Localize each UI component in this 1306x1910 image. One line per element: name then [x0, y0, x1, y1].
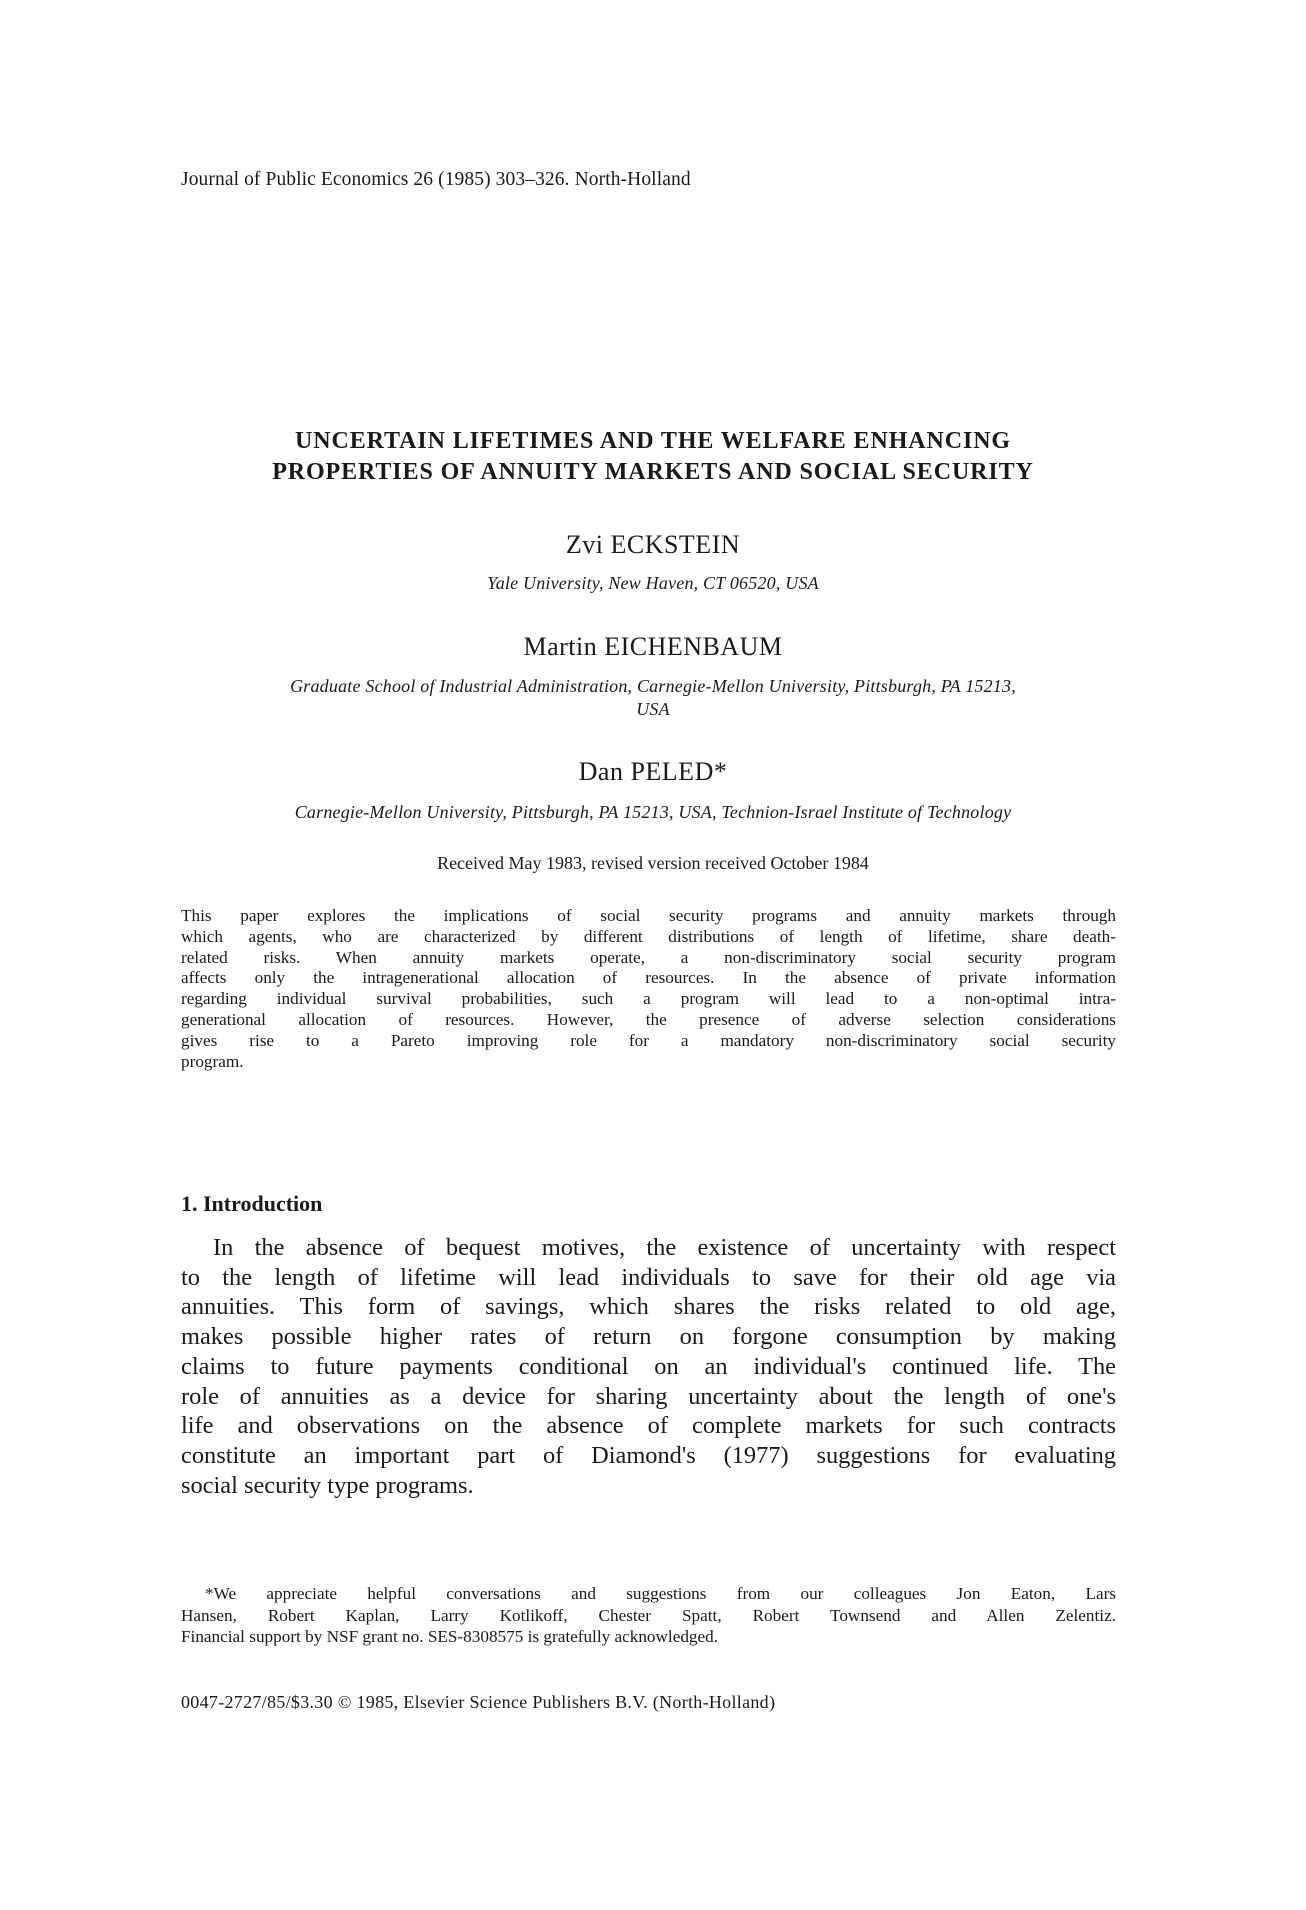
author-affiliation-2-line-1: Graduate School of Industrial Administration, Carnegie-Mellon University, Pittsburgh, PA 15213, — [290, 676, 1016, 696]
author-name-3: Dan PELED* — [578, 757, 728, 786]
paper-title-line-1: UNCERTAIN LIFETIMES AND THE WELFARE ENHANCING — [295, 428, 1011, 454]
copyright-line: 0047-2727/85/$3.30 © 1985, Elsevier Science Publishers B.V. (North-Holland) — [181, 1692, 776, 1712]
author-affiliation-3: Carnegie-Mellon University, Pittsburgh, PA 15213, USA, Technion-Israel Institute of Technology — [294, 802, 1012, 822]
paragraph-line: constitute an important part of Diamond's (1977) suggestions for evaluating — [181, 1441, 1116, 1469]
received-dates: Received May 1983, revised version received October 1984 — [437, 853, 869, 873]
abstract — [181, 906, 1116, 1072]
footnote-line: Financial support by NSF grant no. SES-8308575 is gratefully acknowledged. — [181, 1627, 719, 1646]
introduction-paragraph — [181, 1233, 1116, 1500]
paragraph-line: role of annuities as a device for sharing uncertainty about the length of one's — [181, 1382, 1116, 1410]
author-affiliation-1: Yale University, New Haven, CT 06520, USA — [487, 573, 819, 593]
paragraph-line: claims to future payments conditional on an individual's continued life. The — [181, 1352, 1116, 1380]
footnote-line: *We appreciate helpful conversations and suggestions from our colleagues Jon Eaton, Lars — [205, 1584, 1116, 1603]
paragraph-line: life and observations on the absence of complete markets for such contracts — [181, 1412, 1116, 1440]
paragraph-line: In the absence of bequest motives, the existence of uncertainty with respect — [213, 1234, 1116, 1261]
abstract-line: regarding individual survival probabilities, such a program will lead to a non-optimal intra- — [181, 989, 1116, 1009]
abstract-line: affects only the intragenerational allocation of resources. In the absence of private information — [181, 968, 1116, 988]
abstract-line: generational allocation of resources. However, the presence of adverse selection considerations — [181, 1009, 1116, 1029]
paragraph-line: social security type programs. — [181, 1471, 474, 1499]
abstract-line: which agents, who are characterized by different distributions of length of lifetime, share death- — [181, 926, 1116, 946]
abstract-line: related risks. When annuity markets operate, a non-discriminatory social security program — [181, 947, 1116, 967]
abstract-line: program. — [181, 1051, 244, 1071]
section-heading: 1. Introduction — [181, 1191, 323, 1216]
footnote-line: Hansen, Robert Kaplan, Larry Kotlikoff, Chester Spatt, Robert Townsend and Allen Zelentiz. — [181, 1605, 1116, 1625]
journal-citation: Journal of Public Economics 26 (1985) 303–326. North-Holland — [181, 169, 691, 190]
paper-title-line-2: PROPERTIES OF ANNUITY MARKETS AND SOCIAL SECURITY — [272, 459, 1034, 485]
abstract-line: gives rise to a Pareto improving role for a mandatory non-discriminatory social security — [181, 1030, 1116, 1050]
author-name-1: Zvi ECKSTEIN — [565, 530, 741, 559]
abstract-line: This paper explores the implications of social security programs and annuity markets through — [181, 906, 1116, 925]
paragraph-line: makes possible higher rates of return on forgone consumption by making — [181, 1323, 1116, 1351]
footnote — [181, 1583, 1116, 1648]
paragraph-line: annuities. This form of savings, which shares the risks related to old age, — [181, 1293, 1116, 1321]
author-affiliation-2-line-2: USA — [636, 699, 670, 719]
paragraph-line: to the length of lifetime will lead individuals to save for their old age via — [181, 1263, 1116, 1291]
author-name-2: Martin EICHENBAUM — [523, 632, 783, 661]
